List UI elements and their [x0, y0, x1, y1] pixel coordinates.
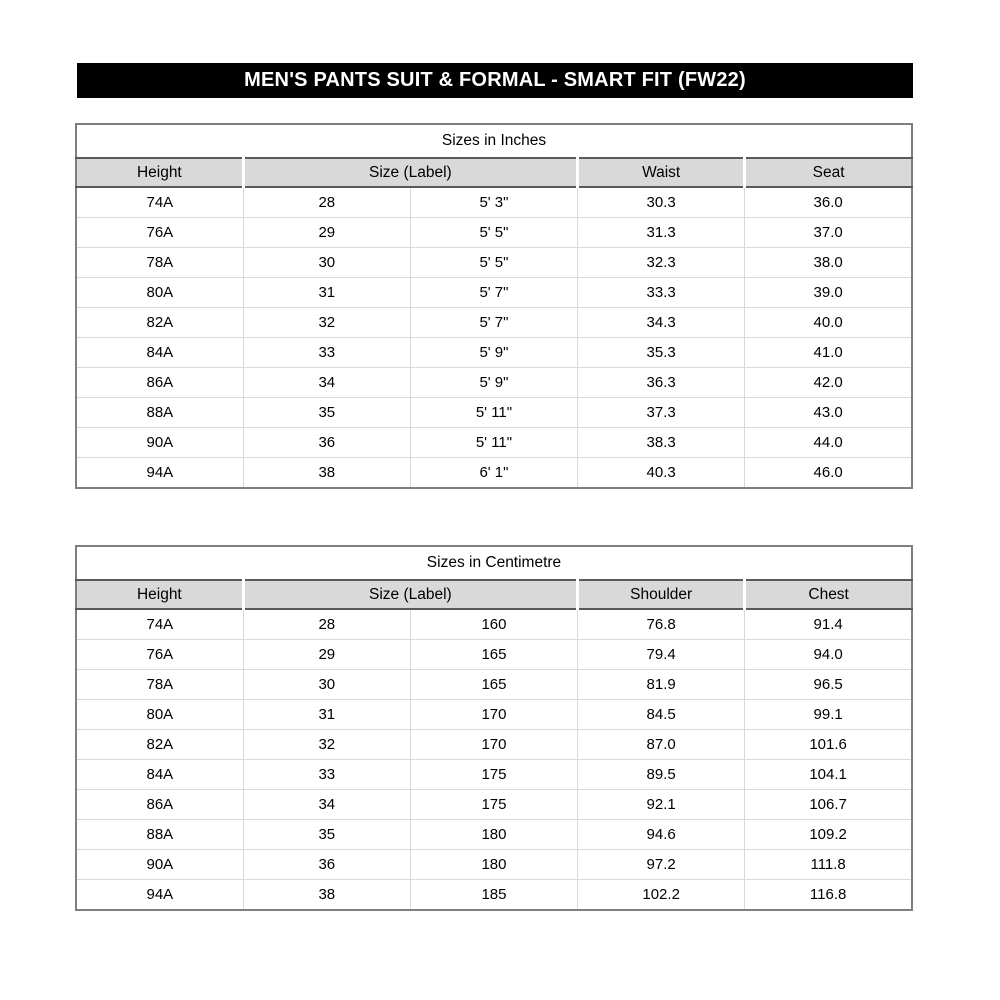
table-row — [76, 760, 912, 790]
table-cell: 92.1 — [578, 790, 745, 820]
table-cell: 88A — [76, 398, 243, 428]
table-cell: 34 — [243, 368, 410, 398]
column-header-seat: Seat — [745, 158, 912, 187]
table-cell: 94.6 — [578, 820, 745, 850]
table-cell: 33.3 — [578, 278, 745, 308]
table-cell: 42.0 — [745, 368, 912, 398]
table-cell: 36.3 — [578, 368, 745, 398]
table-cell: 37.3 — [578, 398, 745, 428]
table-cell: 79.4 — [578, 640, 745, 670]
table-cell: 160 — [410, 609, 577, 640]
table-cell: 170 — [410, 700, 577, 730]
chart-title: MEN'S PANTS SUIT & FORMAL - SMART FIT (FW22) — [244, 69, 746, 91]
table-cell: 5' 9" — [410, 338, 577, 368]
table-cell: 30 — [243, 670, 410, 700]
table-cell: 33 — [243, 760, 410, 790]
table-row — [76, 790, 912, 820]
table-cell: 35 — [243, 820, 410, 850]
table-cell: 43.0 — [745, 398, 912, 428]
table-cell: 36.0 — [745, 187, 912, 218]
column-header-size-label: Size (Label) — [243, 580, 577, 609]
table-cell: 101.6 — [745, 730, 912, 760]
table-cell: 5' 5" — [410, 218, 577, 248]
table-cell: 32 — [243, 308, 410, 338]
table-row — [76, 308, 912, 338]
table-cell: 89.5 — [578, 760, 745, 790]
sizes-in-inches-table — [75, 123, 913, 489]
table-header-row — [76, 158, 912, 187]
table-cell: 5' 7" — [410, 278, 577, 308]
table-cell: 35.3 — [578, 338, 745, 368]
table-cell: 36 — [243, 850, 410, 880]
table-cell: 41.0 — [745, 338, 912, 368]
table-cell: 32 — [243, 730, 410, 760]
table-cell: 29 — [243, 640, 410, 670]
table-cell: 76A — [76, 640, 243, 670]
table-cell: 86A — [76, 790, 243, 820]
table-cell: 39.0 — [745, 278, 912, 308]
column-header-size-label: Size (Label) — [243, 158, 577, 187]
table-row — [76, 248, 912, 278]
table-cell: 74A — [76, 609, 243, 640]
table-cell: 78A — [76, 248, 243, 278]
table-cell: 37.0 — [745, 218, 912, 248]
table-cell: 44.0 — [745, 428, 912, 458]
table-cell: 76.8 — [578, 609, 745, 640]
table-cell: 5' 3" — [410, 187, 577, 218]
table-cell: 90A — [76, 850, 243, 880]
table-cell: 80A — [76, 700, 243, 730]
table-cell: 30.3 — [578, 187, 745, 218]
table-row — [76, 850, 912, 880]
table-row — [76, 338, 912, 368]
table-cell: 94A — [76, 458, 243, 489]
table-cell: 32.3 — [578, 248, 745, 278]
table-cell: 28 — [243, 187, 410, 218]
table-cell: 5' 7" — [410, 308, 577, 338]
table-cell: 40.0 — [745, 308, 912, 338]
table-row — [76, 398, 912, 428]
table-cell: 91.4 — [745, 609, 912, 640]
table-cell: 30 — [243, 248, 410, 278]
table-cell: 165 — [410, 640, 577, 670]
table-cell: 86A — [76, 368, 243, 398]
table-cell: 180 — [410, 850, 577, 880]
table-row — [76, 670, 912, 700]
table-cell: 82A — [76, 730, 243, 760]
table-cell: 34.3 — [578, 308, 745, 338]
table-row — [76, 700, 912, 730]
table-cell: 94.0 — [745, 640, 912, 670]
table-cell: 180 — [410, 820, 577, 850]
table-cell: 111.8 — [745, 850, 912, 880]
column-header-waist: Waist — [578, 158, 745, 187]
table-cell: 170 — [410, 730, 577, 760]
table-title-centimetre: Sizes in Centimetre — [76, 546, 912, 580]
table-cell: 88A — [76, 820, 243, 850]
table-cell: 106.7 — [745, 790, 912, 820]
table-row — [76, 730, 912, 760]
table-cell: 109.2 — [745, 820, 912, 850]
table-cell: 31 — [243, 278, 410, 308]
table-cell: 6' 1" — [410, 458, 577, 489]
table-row — [76, 458, 912, 489]
table-cell: 116.8 — [745, 880, 912, 911]
table-cell: 5' 11" — [410, 398, 577, 428]
table-row — [76, 880, 912, 911]
table-row — [76, 218, 912, 248]
table-cell: 84A — [76, 760, 243, 790]
table-cell: 35 — [243, 398, 410, 428]
table-cell: 34 — [243, 790, 410, 820]
table-title-inches: Sizes in Inches — [76, 124, 912, 158]
table-row — [76, 428, 912, 458]
table-cell: 38.3 — [578, 428, 745, 458]
table-cell: 33 — [243, 338, 410, 368]
table-cell: 38.0 — [745, 248, 912, 278]
table-row — [76, 368, 912, 398]
table-cell: 29 — [243, 218, 410, 248]
table-cell: 5' 11" — [410, 428, 577, 458]
table-cell: 31.3 — [578, 218, 745, 248]
table-row — [76, 187, 912, 218]
table-cell: 94A — [76, 880, 243, 911]
table-cell: 5' 9" — [410, 368, 577, 398]
inches-table-body — [76, 187, 912, 488]
sizes-in-centimetre-table — [75, 545, 913, 911]
table-cell: 84.5 — [578, 700, 745, 730]
centimetre-table-body — [76, 609, 912, 910]
table-row — [76, 278, 912, 308]
chart-title-bar — [77, 63, 913, 98]
table-cell: 31 — [243, 700, 410, 730]
table-cell: 96.5 — [745, 670, 912, 700]
table-cell: 175 — [410, 760, 577, 790]
table-cell: 175 — [410, 790, 577, 820]
table-cell: 165 — [410, 670, 577, 700]
table-cell: 38 — [243, 458, 410, 489]
table-cell: 185 — [410, 880, 577, 911]
table-cell: 78A — [76, 670, 243, 700]
table-cell: 99.1 — [745, 700, 912, 730]
table-row — [76, 820, 912, 850]
table-cell: 76A — [76, 218, 243, 248]
table-cell: 80A — [76, 278, 243, 308]
table-cell: 90A — [76, 428, 243, 458]
table-cell: 97.2 — [578, 850, 745, 880]
column-header-shoulder: Shoulder — [578, 580, 745, 609]
column-header-chest: Chest — [745, 580, 912, 609]
table-cell: 38 — [243, 880, 410, 911]
column-header-height: Height — [76, 158, 243, 187]
table-title-row — [76, 124, 912, 158]
table-row — [76, 609, 912, 640]
table-cell: 74A — [76, 187, 243, 218]
table-row — [76, 640, 912, 670]
table-cell: 104.1 — [745, 760, 912, 790]
table-cell: 36 — [243, 428, 410, 458]
table-cell: 102.2 — [578, 880, 745, 911]
table-cell: 46.0 — [745, 458, 912, 489]
table-cell: 40.3 — [578, 458, 745, 489]
table-cell: 84A — [76, 338, 243, 368]
table-cell: 81.9 — [578, 670, 745, 700]
table-cell: 28 — [243, 609, 410, 640]
table-cell: 87.0 — [578, 730, 745, 760]
table-title-row — [76, 546, 912, 580]
column-header-height: Height — [76, 580, 243, 609]
table-header-row — [76, 580, 912, 609]
table-cell: 82A — [76, 308, 243, 338]
table-cell: 5' 5" — [410, 248, 577, 278]
